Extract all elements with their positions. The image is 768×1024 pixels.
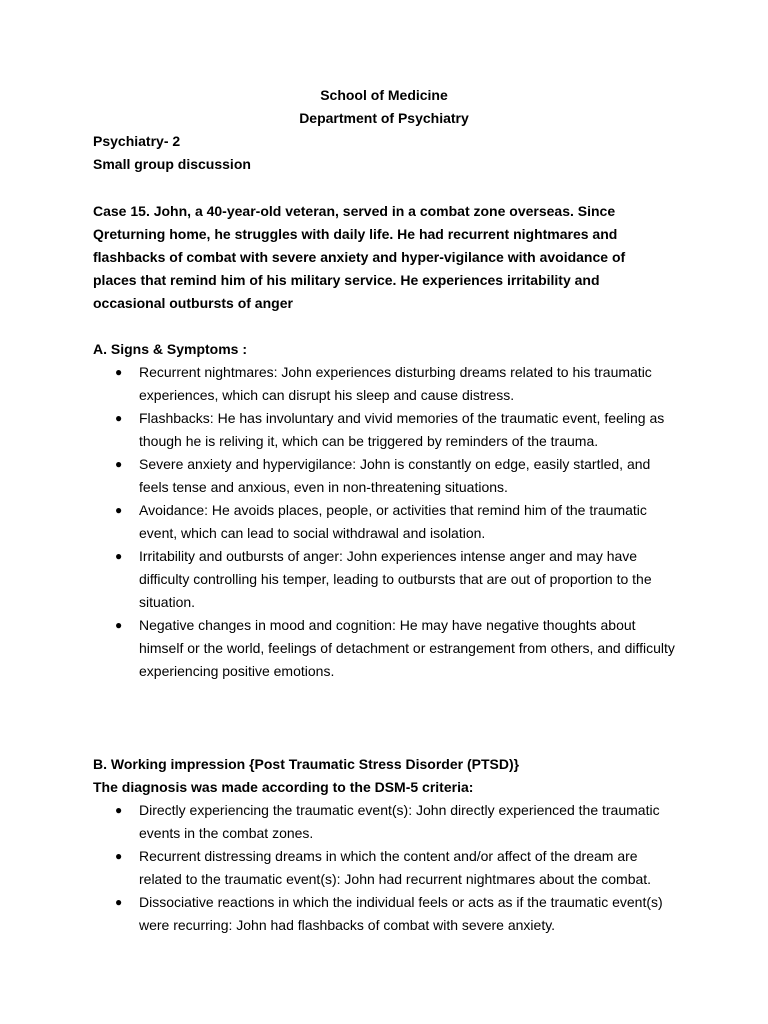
bullet-icon: ●	[115, 895, 123, 909]
bullet-icon: ●	[115, 618, 123, 632]
signs-symptoms-list	[93, 361, 683, 683]
department-title: Department of Psychiatry	[299, 110, 469, 126]
case-label: Case 15	[93, 203, 146, 219]
list-item	[93, 545, 683, 614]
school-title: School of Medicine	[320, 87, 448, 103]
list-item-text: Negative changes in mood and cognition: He may have negative thoughts about himself or the world, feelings of detachment or estrangement from others, and difficulty experiencing positive emotions.	[139, 617, 675, 679]
bullet-icon: ●	[115, 365, 123, 379]
list-item	[93, 799, 683, 845]
list-item-text: Recurrent distressing dreams in which the content and/or affect of the dream are related to the traumatic event(s): John had recurrent nightmares about the combat.	[139, 848, 652, 887]
bullet-icon: ●	[115, 457, 123, 471]
section-b-heading: B. Working impression {Post Traumatic Stress Disorder (PTSD)}	[93, 756, 520, 772]
section-a-heading: A. Signs & Symptoms :	[93, 341, 248, 357]
course-label: Psychiatry- 2	[93, 133, 181, 149]
dsm5-criteria-list	[93, 799, 683, 937]
list-item	[93, 453, 683, 499]
bullet-icon: ●	[115, 503, 123, 517]
list-item-text: Irritability and outbursts of anger: John experiences intense anger and may have difficulty controlling his temper, leading to outbursts that are out of proportion to the situation.	[139, 548, 652, 610]
bullet-icon: ●	[115, 803, 123, 817]
list-item-text: Dissociative reactions in which the individual feels or acts as if the traumatic event(s) were recurring: John had flashbacks of combat with severe anxiety.	[139, 894, 663, 933]
list-item-text: Severe anxiety and hypervigilance: John is constantly on edge, easily startled, and feels tense and anxious, even in non-threatening situations.	[139, 456, 651, 495]
list-item	[93, 361, 683, 407]
list-item-text: Directly experiencing the traumatic event(s): John directly experienced the traumatic events in the combat zones.	[139, 802, 660, 841]
list-item	[93, 891, 683, 937]
list-item-text: Recurrent nightmares: John experiences disturbing dreams related to his traumatic experiences, which can disrupt his sleep and cause distress.	[139, 364, 652, 403]
list-item	[93, 407, 683, 453]
list-item	[93, 845, 683, 891]
case-paragraph	[93, 200, 653, 315]
bullet-icon: ●	[115, 849, 123, 863]
case-text: . John, a 40-year-old veteran, served in a combat zone overseas. Since Qreturning home, he struggles with daily life. He had recurrent nightmares and flashbacks of combat with severe anxiety and hyper-vigilance with avoidance of places that remind him of his military service. He experiences irritability and occasional outbursts of anger	[93, 203, 626, 311]
session-label: Small group discussion	[93, 156, 251, 172]
bullet-icon: ●	[115, 411, 123, 425]
list-item	[93, 499, 683, 545]
section-b-subheading: The diagnosis was made according to the DSM-5 criteria:	[93, 779, 474, 795]
bullet-icon: ●	[115, 549, 123, 563]
list-item-text: Flashbacks: He has involuntary and vivid memories of the traumatic event, feeling as though he is reliving it, which can be triggered by reminders of the trauma.	[139, 410, 665, 449]
list-item	[93, 614, 683, 683]
list-item-text: Avoidance: He avoids places, people, or activities that remind him of the traumatic event, which can lead to social withdrawal and isolation.	[139, 502, 647, 541]
